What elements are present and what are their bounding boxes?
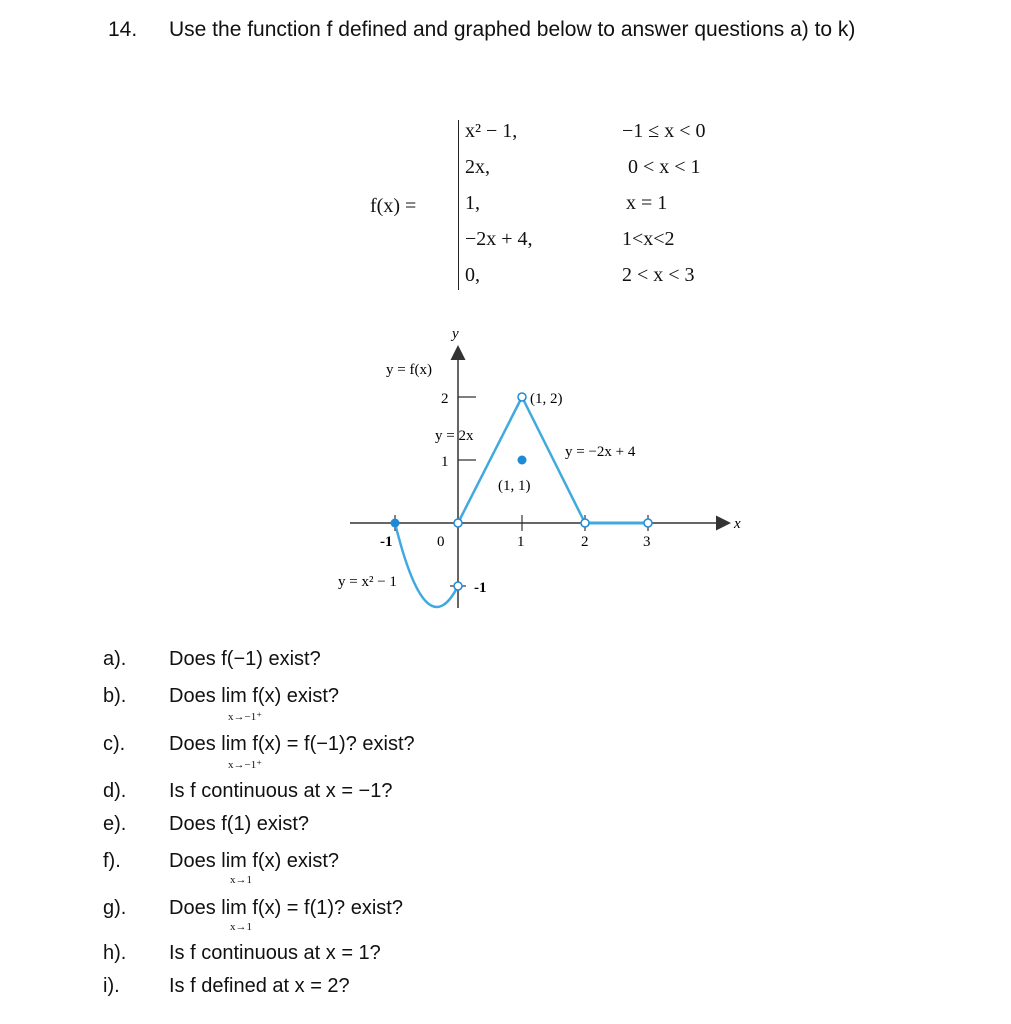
question-label-g: g). <box>103 897 127 919</box>
open-dot-1-2 <box>518 393 526 401</box>
open-dot-origin <box>454 519 462 527</box>
piece-cond-5: 2 < x < 3 <box>622 264 695 286</box>
tick-label-y-2: 2 <box>441 391 449 407</box>
piece-cond-3: x = 1 <box>626 192 668 214</box>
question-text-a: Does f(−1) exist? <box>169 648 321 670</box>
tick-label-y-neg1: -1 <box>474 580 487 596</box>
question-label-a: a). <box>103 648 127 670</box>
tick-label-x-3: 3 <box>643 534 651 550</box>
origin-label: 0 <box>437 534 445 550</box>
limit-subscript-g: x→1 <box>230 921 252 933</box>
label-point-1-1: (1, 1) <box>498 478 531 494</box>
limit-subscript-c: x→−1⁺ <box>228 759 263 771</box>
question-text-b: Does lim f(x) exist? <box>169 685 340 707</box>
tick-label-x-2: 2 <box>581 534 589 550</box>
question-label-e: e). <box>103 813 127 835</box>
question-label-c: c). <box>103 733 126 755</box>
piece-expr-4: −2x + 4, <box>465 228 533 250</box>
question-label-d: d). <box>103 780 127 802</box>
problem-number: 14. <box>108 18 138 41</box>
open-dot-2-0 <box>581 519 589 527</box>
tick-label-x-neg1: -1 <box>380 534 393 550</box>
closed-dot-1-1 <box>518 456 527 465</box>
piece-expr-1: x² − 1, <box>465 120 518 142</box>
tick-label-y-1: 1 <box>441 454 449 470</box>
open-dot-0-neg1 <box>454 582 462 590</box>
question-text-e: Does f(1) exist? <box>169 813 310 835</box>
question-label-i: i). <box>103 975 120 997</box>
label-line-2x: y = 2x <box>435 428 474 444</box>
label-parabola: y = x² − 1 <box>338 574 397 590</box>
question-text-i: Is f defined at x = 2? <box>169 975 350 997</box>
limit-subscript-f: x→1 <box>230 874 252 886</box>
x-axis-label: x <box>734 516 741 532</box>
function-lhs: f(x) = <box>370 195 417 217</box>
question-text-f: Does lim f(x) exist? <box>169 850 340 872</box>
tick-label-x-1: 1 <box>517 534 525 550</box>
label-line-neg2x: y = −2x + 4 <box>565 444 636 460</box>
question-text-h: Is f continuous at x = 1? <box>169 942 381 964</box>
line-neg2x-plus-4 <box>522 397 585 523</box>
closed-dot-neg1-0 <box>391 519 400 528</box>
problem-prompt: Use the function f defined and graphed below to answer questions a) to k) <box>169 18 856 41</box>
graph-title: y = f(x) <box>386 362 432 378</box>
y-axis-label: y <box>452 326 459 342</box>
question-text-c: Does lim f(x) = f(−1)? exist? <box>169 733 415 755</box>
piece-expr-2: 2x, <box>465 156 490 178</box>
question-label-h: h). <box>103 942 127 964</box>
piece-expr-3: 1, <box>465 192 480 214</box>
piece-cond-4: 1<x<2 <box>622 228 675 250</box>
question-label-b: b). <box>103 685 127 707</box>
limit-subscript-b: x→−1⁺ <box>228 711 263 723</box>
piece-cond-1: −1 ≤ x < 0 <box>622 120 706 142</box>
question-label-f: f). <box>103 850 121 872</box>
question-text-g: Does lim f(x) = f(1)? exist? <box>169 897 403 919</box>
open-dot-3-0 <box>644 519 652 527</box>
piece-cond-2: 0 < x < 1 <box>628 156 701 178</box>
piece-expr-5: 0, <box>465 264 480 286</box>
parabola-curve <box>395 523 458 607</box>
label-point-1-2: (1, 2) <box>530 391 563 407</box>
question-text-d: Is f continuous at x = −1? <box>169 780 393 802</box>
